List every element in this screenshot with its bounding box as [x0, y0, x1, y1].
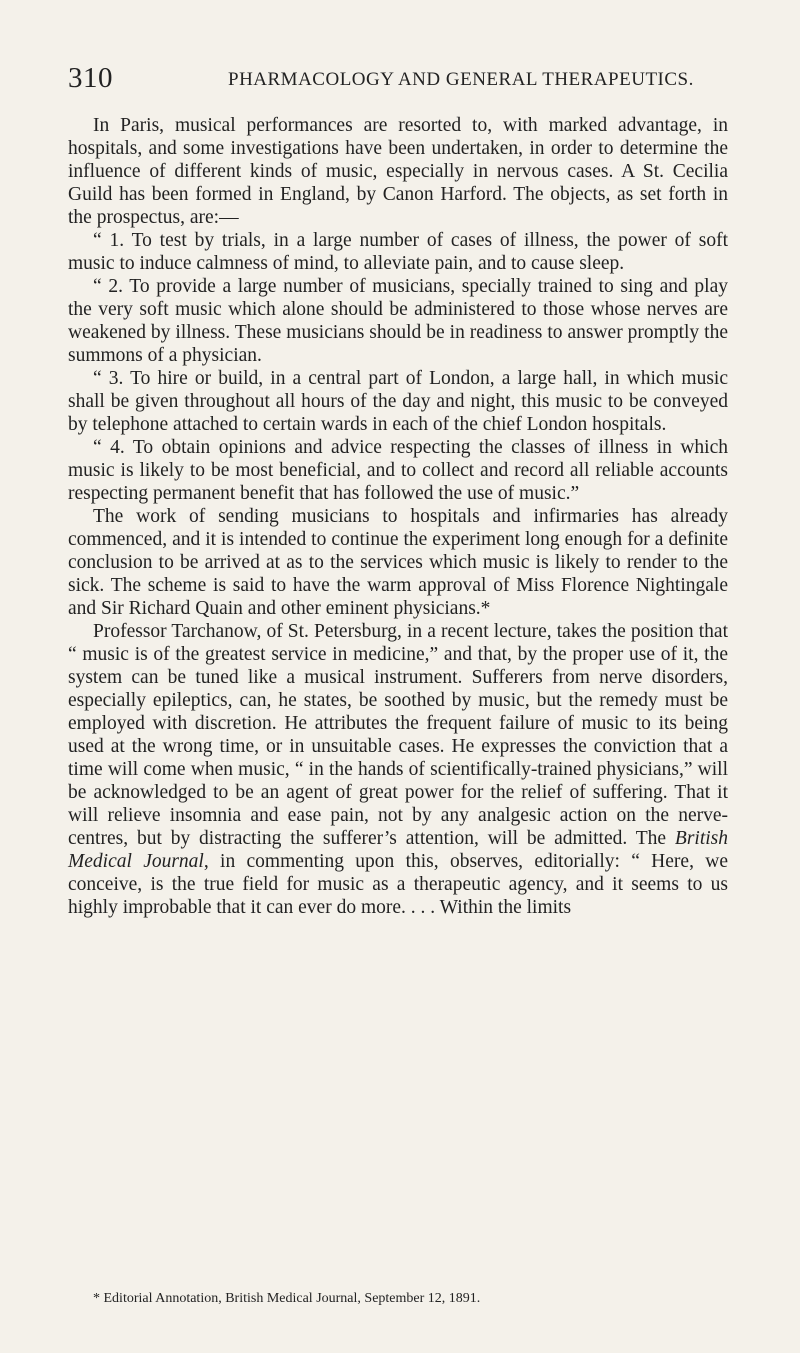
paragraph-text: Professor Tarchanow, of St. Petersburg, in a recent lecture, takes the position that “ music is of the greatest service in medicine,” and that, by the proper use of it, the system can be tuned like a musical instrument. Sufferers from nerve disorders, especially epileptics, can, he states, be soothed by music, but the remedy must be employed with discretion. He attributes the frequent failure of music to its being used at the wrong time, or in unsuitable cases. He expresses the conviction that a time will come when music, “ in the hands of scientifically-trained physicians,” will be acknowledged to be an agent of great power for the relief of suffering. That it will relieve insomnia and ease pain, not by any analgesic action on the nerve-centres, but by distracting the sufferer’s attention, will be admitted. The [68, 621, 728, 849]
paragraph-objective-2: “ 2. To provide a large number of musicians, specially trained to sing and play the very soft music which alone should be administered to those whose nerves are weakened by illness. These musicians should be in readiness to answer promptly the summons of a physician. [68, 276, 728, 366]
footnote: * Editorial Annotation, British Medical Journal, September 12, 1891. [93, 1291, 481, 1306]
journal-title: British Medical Journal [68, 828, 728, 872]
body-text [68, 114, 728, 919]
paragraph-tarchanow [68, 620, 728, 919]
page-header [68, 62, 728, 102]
running-title: PHARMACOLOGY AND GENERAL THERAPEUTICS. [228, 69, 694, 90]
paragraph-hospital-work: The work of sending musicians to hospitals and infirmaries has already commenced, and it is intended to continue the experiment long enough for a definite conclusion to be arrived at as to the services which music is likely to render to the sick. The scheme is said to have the warm approval of Miss Florence Nightingale and Sir Richard Quain and other eminent physicians.* [68, 506, 728, 619]
paragraph-objective-1: “ 1. To test by trials, in a large number of cases of illness, the power of soft music to induce calmness of mind, to alleviate pain, and to cause sleep. [68, 230, 728, 274]
page-number: 310 [68, 62, 113, 94]
paragraph-intro: In Paris, musical performances are resorted to, with marked advantage, in hospitals, and some investigations have been undertaken, in order to determine the influence of different kinds of music, especially in nervous cases. A St. Cecilia Guild has been formed in England, by Canon Harford. The objects, as set forth in the prospectus, are:— [68, 115, 728, 228]
paragraph-text: , in commenting upon this, observes, editorially: “ Here, we conceive, is the true field for music as a therapeutic agency, and it seems to us highly improbable that it can ever do more. . . . Within the limits [68, 851, 728, 918]
paragraph-objective-4: “ 4. To obtain opinions and advice respecting the classes of illness in which music is likely to be most beneficial, and to collect and record all reliable accounts respecting permanent benefit that has followed the use of music.” [68, 437, 728, 504]
paragraph-objective-3: “ 3. To hire or build, in a central part of London, a large hall, in which music shall be given throughout all hours of the day and night, this music to be conveyed by telephone attached to certain wards in each of the chief London hospitals. [68, 368, 728, 435]
